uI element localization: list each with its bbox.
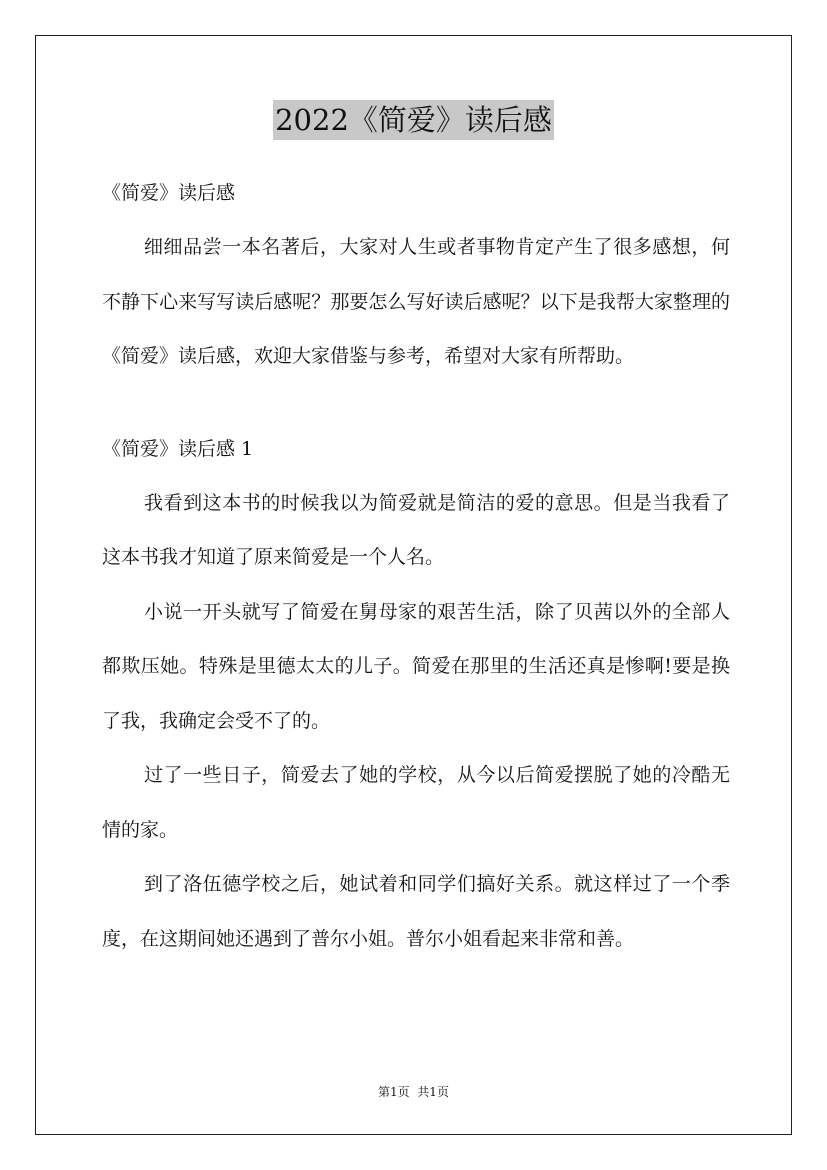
intro-paragraph: 细细品尝一本名著后，大家对人生或者事物肯定产生了很多感想，何不静下心来写写读后感呢？那要怎么写好读后感呢？以下是我帮大家整理的《简爱》读后感，欢迎大家借鉴与参考，希望对大家有所帮助。 [102, 236, 730, 367]
page-footer: 第1页 共1页 [378, 1085, 449, 1099]
document-body [102, 172, 730, 966]
title-container [0, 100, 827, 140]
body-paragraph: 小说一开头就写了简爱在舅母家的艰苦生活，除了贝茜以外的全部人都欺压她。特殊是里德太太的儿子。简爱在那里的生活还真是惨啊!要是换了我，我确定会受不了的。 [102, 600, 730, 732]
subheading: 《简爱》读后感 [102, 182, 236, 204]
body-paragraph: 过了一些日子，简爱去了她的学校，从今以后简爱摆脱了她的冷酷无情的家。 [102, 764, 730, 841]
body-paragraph: 我看到这本书的时候我以为简爱就是简洁的爱的意思。但是当我看了这本书我才知道了原来简爱是一个人名。 [102, 491, 730, 568]
body-paragraph: 到了洛伍德学校之后，她试着和同学们搞好关系。就这样过了一个季度，在这期间她还遇到了普尔小姐。普尔小姐看起来非常和善。 [102, 873, 730, 950]
document-title: 2022《简爱》读后感 [273, 100, 554, 140]
section-heading: 《简爱》读后感 1 [102, 437, 254, 460]
